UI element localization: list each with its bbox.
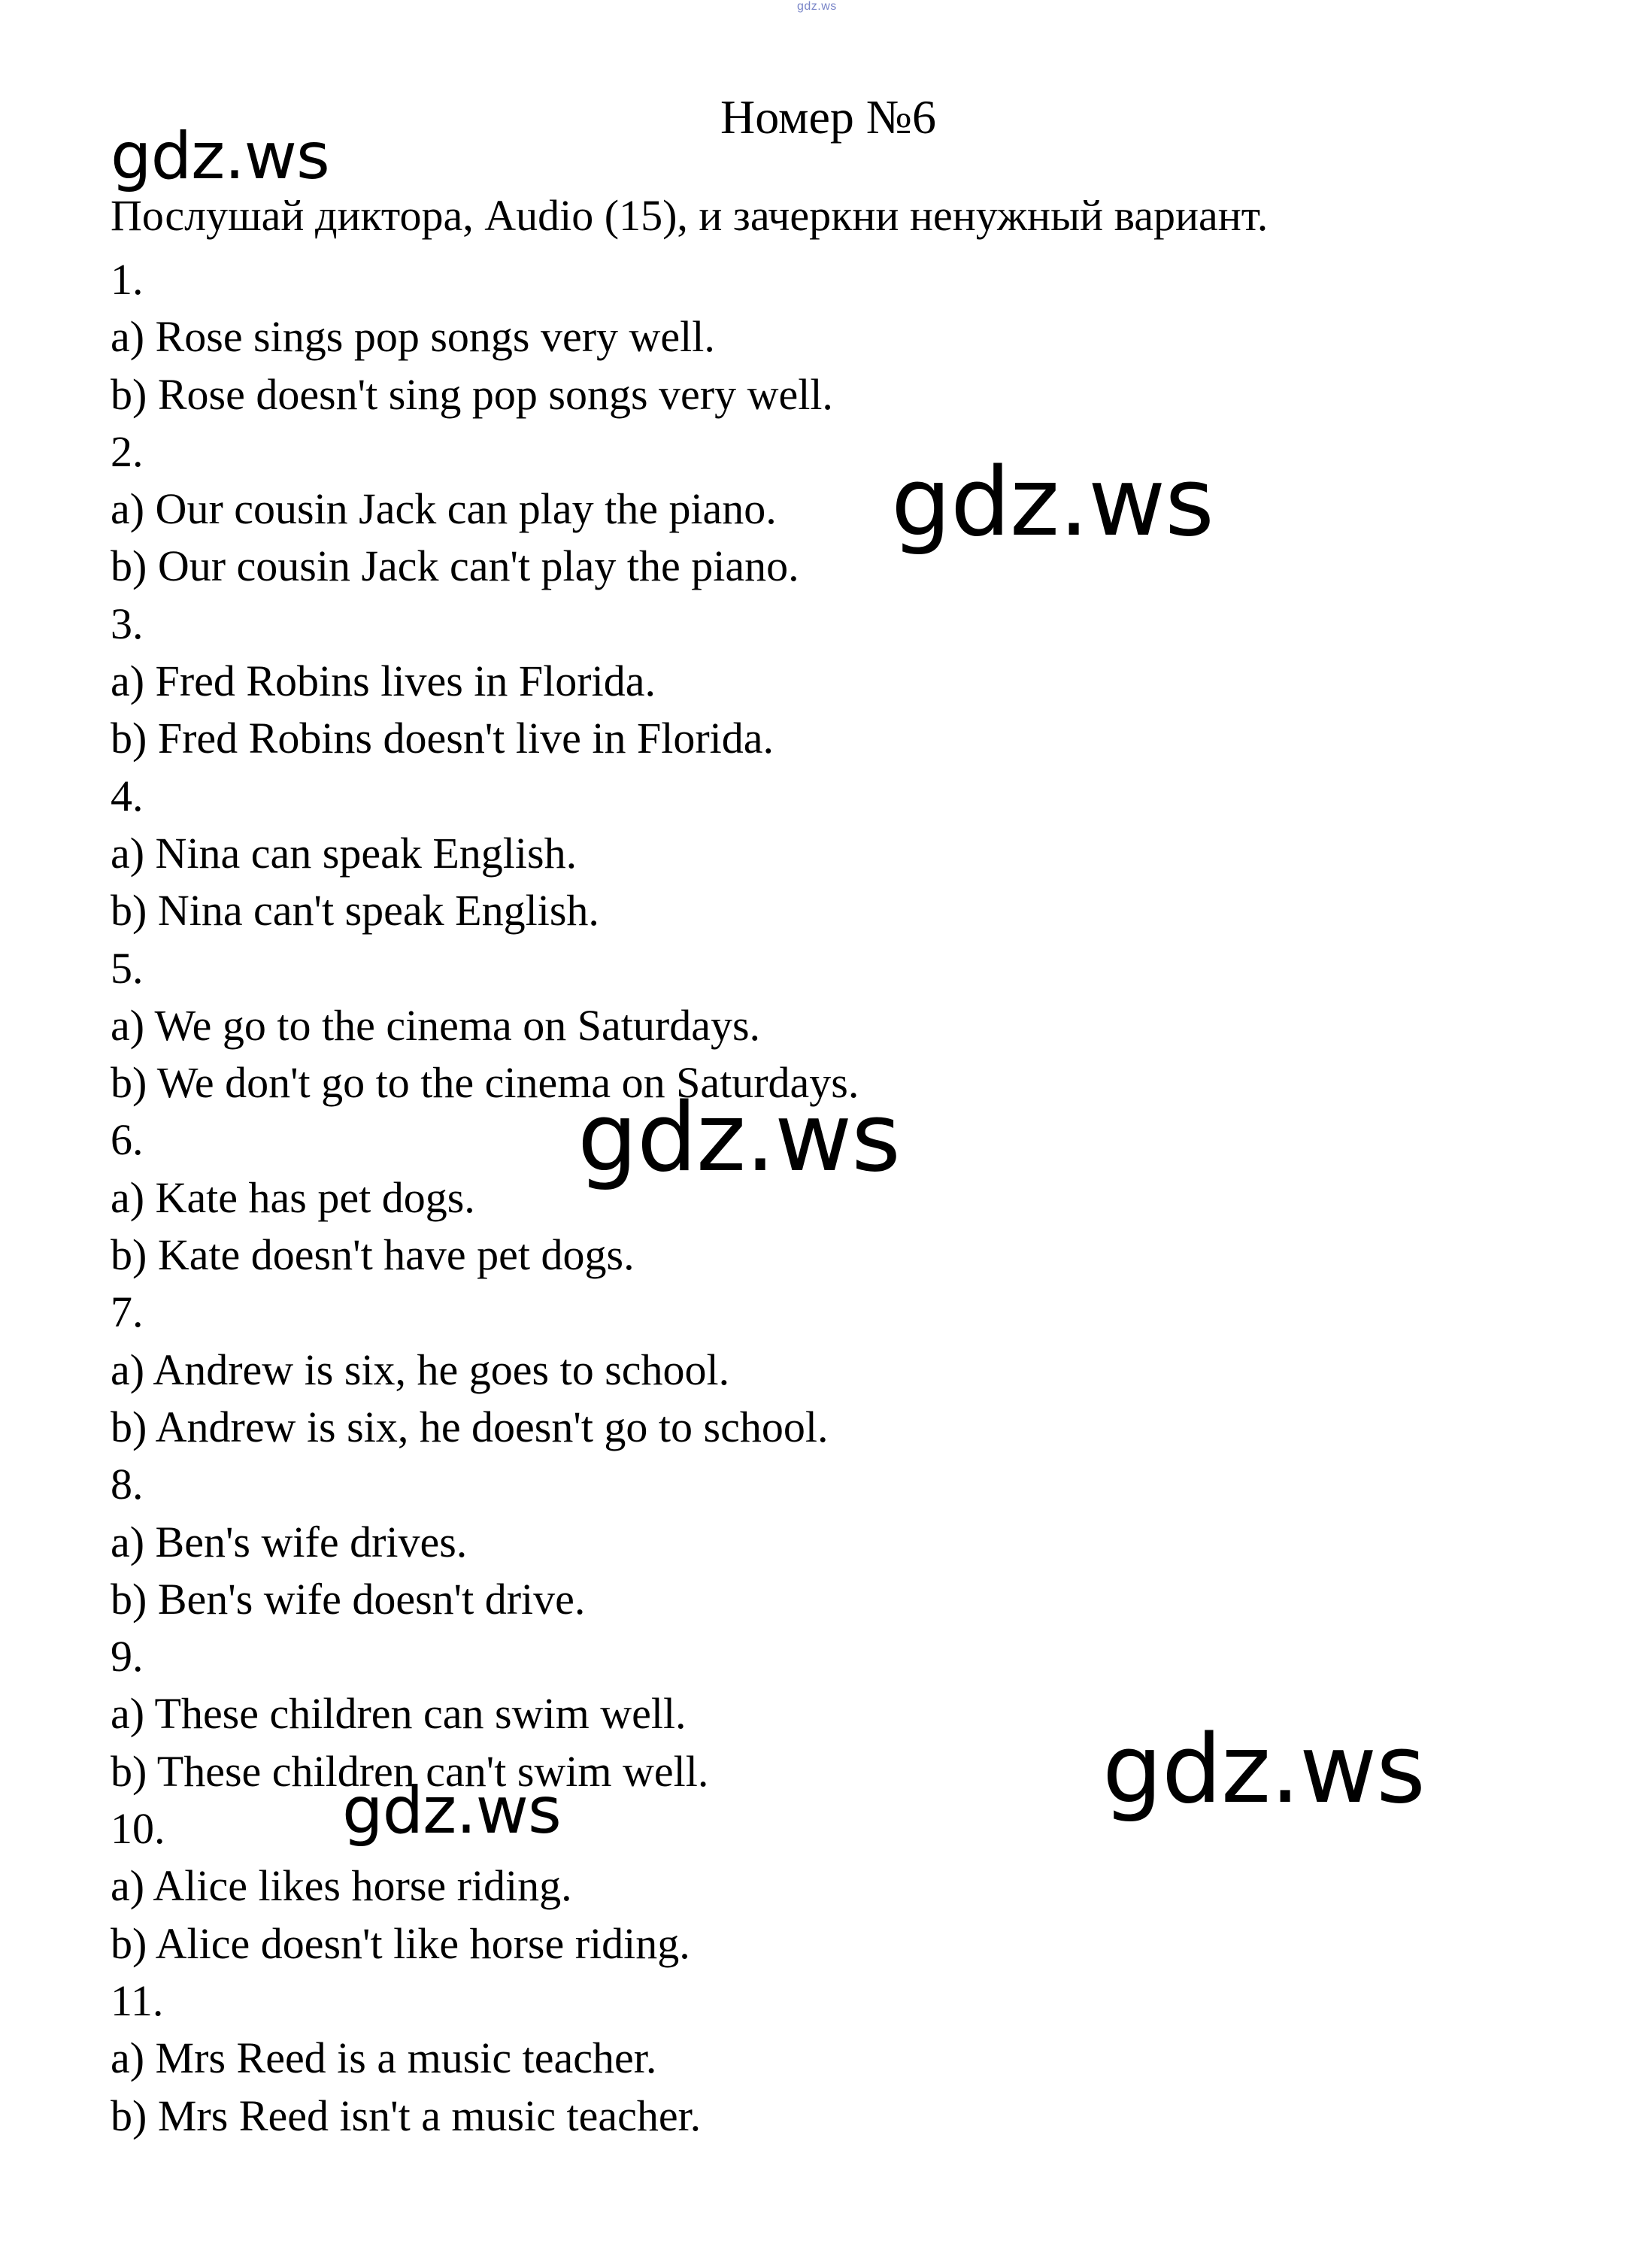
option-a: a) We go to the cinema on Saturdays. [111, 1000, 761, 1050]
option-b: b) Rose doesn't sing pop songs very well. [111, 369, 833, 419]
option-a: a) Ben's wife drives. [111, 1517, 468, 1566]
option-a: a) Rose sings pop songs very well. [111, 312, 715, 362]
option-a: a) Our cousin Jack can play the piano. [111, 484, 777, 534]
exercise-list [111, 251, 1614, 2145]
item-number: 2. [111, 426, 144, 476]
option-a: a) Mrs Reed is a music teacher. [111, 2033, 657, 2083]
item-number: 4. [111, 771, 144, 820]
option-a: a) Alice likes horse riding. [111, 1861, 572, 1911]
item-number: 9. [111, 1632, 144, 1681]
item-number: 6. [111, 1115, 144, 1165]
option-a: a) Nina can speak English. [111, 828, 577, 878]
option-a: a) Fred Robins lives in Florida. [111, 657, 656, 706]
option-b: b) Nina can't speak English. [111, 886, 599, 935]
item-number: 8. [111, 1460, 144, 1509]
top-watermark: gdz.ws [797, 0, 837, 13]
option-b: b) Ben's wife doesn't drive. [111, 1574, 586, 1624]
option-b: b) Alice doesn't like horse riding. [111, 1918, 690, 1968]
option-b: b) Andrew is six, he doesn't go to school. [111, 1402, 829, 1451]
item-number: 10. [111, 1804, 165, 1854]
option-a: a) Andrew is six, he goes to school. [111, 1345, 730, 1394]
page-title: Номер №6 [720, 90, 936, 144]
option-b: b) Our cousin Jack can't play the piano. [111, 541, 799, 591]
task-instruction: Послушай диктора, Audio (15), и зачеркни ненужный вариант. [111, 191, 1269, 240]
option-b: b) Fred Robins doesn't live in Florida. [111, 714, 774, 763]
item-number: 3. [111, 599, 144, 648]
watermark: gdz.ws [577, 1082, 900, 1193]
watermark: gdz.ws [891, 447, 1214, 557]
option-b: b) We don't go to the cinema on Saturdays. [111, 1058, 859, 1108]
item-number: 1. [111, 255, 144, 304]
item-number: 5. [111, 943, 144, 993]
option-b: b) These children can't swim well. [111, 1746, 709, 1796]
watermark: gdz.ws [1102, 1714, 1425, 1824]
option-b: b) Mrs Reed isn't a music teacher. [111, 2091, 702, 2140]
option-a: a) Kate has pet dogs. [111, 1172, 475, 1222]
watermark: gdz.ws [111, 119, 329, 194]
option-a: a) These children can swim well. [111, 1689, 687, 1739]
item-number: 7. [111, 1287, 144, 1337]
watermark: gdz.ws [342, 1773, 561, 1848]
option-b: b) Kate doesn't have pet dogs. [111, 1230, 635, 1280]
item-number: 11. [111, 1976, 164, 2025]
